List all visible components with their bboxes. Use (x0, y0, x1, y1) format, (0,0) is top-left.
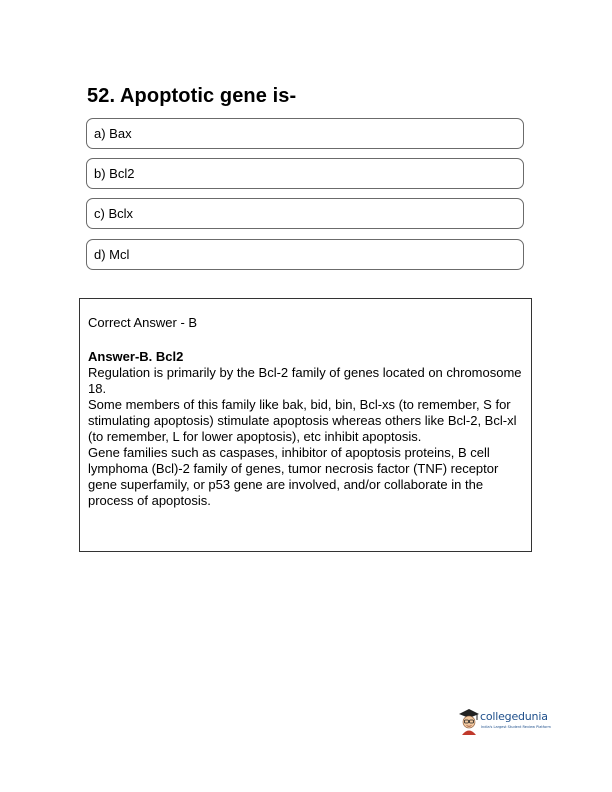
option-a[interactable]: a) Bax (86, 118, 524, 149)
question-title: 52. Apoptotic gene is- (87, 85, 297, 107)
option-b[interactable]: b) Bcl2 (86, 158, 524, 189)
logo-tagline: India's Largest Student Review Platform (481, 725, 551, 729)
logo-wordmark: collegedunia (480, 710, 548, 723)
student-mascot-icon (458, 708, 480, 736)
option-d[interactable]: d) Mcl (86, 239, 524, 270)
explanation-paragraph: Some members of this family like bak, bid, bin, Bcl-xs (to remember, S for stimulating apoptosis) stimulate apoptosis whereas others like Bcl-2, Bcl-xl (to remember, L for lower apoptosis), etc inhibit apoptosis. (88, 397, 517, 444)
option-c[interactable]: c) Bclx (86, 198, 524, 229)
collegedunia-logo (458, 708, 570, 738)
correct-answer-line: Correct Answer - B (88, 315, 198, 330)
answer-heading: Answer-B. Bcl2 (88, 349, 184, 364)
answer-box (79, 298, 532, 552)
explanation-paragraph: Gene families such as caspases, inhibitor of apoptosis proteins, B cell lymphoma (Bcl)-2 family of genes, tumor necrosis factor (TNF) receptor gene superfamily, or p53 gene are involved, and/or collaborate in the process of apoptosis. (88, 445, 499, 508)
explanation-paragraph: Regulation is primarily by the Bcl-2 family of genes located on chromosome 18. (88, 365, 522, 396)
